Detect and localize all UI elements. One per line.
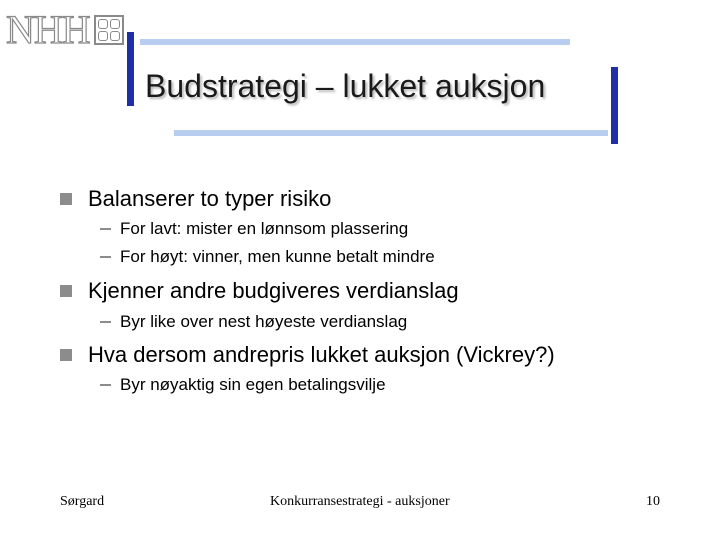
bullet-text: Hva dersom andrepris lukket auksjon (Vickrey?): [88, 342, 555, 367]
sub-bullet-3-1: [100, 375, 386, 395]
title-left-bar: [127, 32, 134, 106]
sub-bullet-2-1: [100, 312, 407, 332]
slide-title: Budstrategi – lukket auksjon: [145, 68, 546, 104]
dash-icon: [100, 384, 111, 386]
sub-bullet-text: For lavt: mister en lønnsom plassering: [120, 219, 409, 238]
footer-author: Sørgard: [60, 494, 105, 509]
nhh-logo: [6, 7, 124, 52]
footer-title: Konkurransestrategi - auksjoner: [270, 494, 450, 509]
footer-page-number: 10: [646, 494, 660, 509]
title-bottom-rule: [174, 130, 608, 136]
sub-bullet-text: For høyt: vinner, men kunne betalt mindre: [120, 247, 435, 266]
sub-bullet-text: Byr nøyaktig sin egen betalingsvilje: [120, 375, 386, 394]
bullet-square-icon: [60, 349, 72, 361]
bullet-square-icon: [60, 285, 72, 297]
logo-text: NHH: [6, 7, 90, 52]
sub-bullet-text: Byr like over nest høyeste verdianslag: [120, 312, 408, 331]
bullet-text: Kjenner andre budgiveres verdianslag: [88, 278, 459, 303]
dash-icon: [100, 321, 111, 323]
bullet-square-icon: [60, 193, 72, 205]
bullet-2: [60, 278, 459, 304]
title-right-bar: [611, 67, 618, 144]
title-top-rule: [140, 39, 570, 45]
dash-icon: [100, 228, 111, 230]
bullet-1: [60, 186, 331, 212]
bullet-text: Balanserer to typer risiko: [88, 186, 332, 211]
dash-icon: [100, 256, 111, 258]
nhh-seal-icon: [94, 15, 124, 45]
sub-bullet-1-2: [100, 247, 435, 267]
sub-bullet-1-1: [100, 219, 408, 239]
bullet-3: [60, 342, 555, 368]
